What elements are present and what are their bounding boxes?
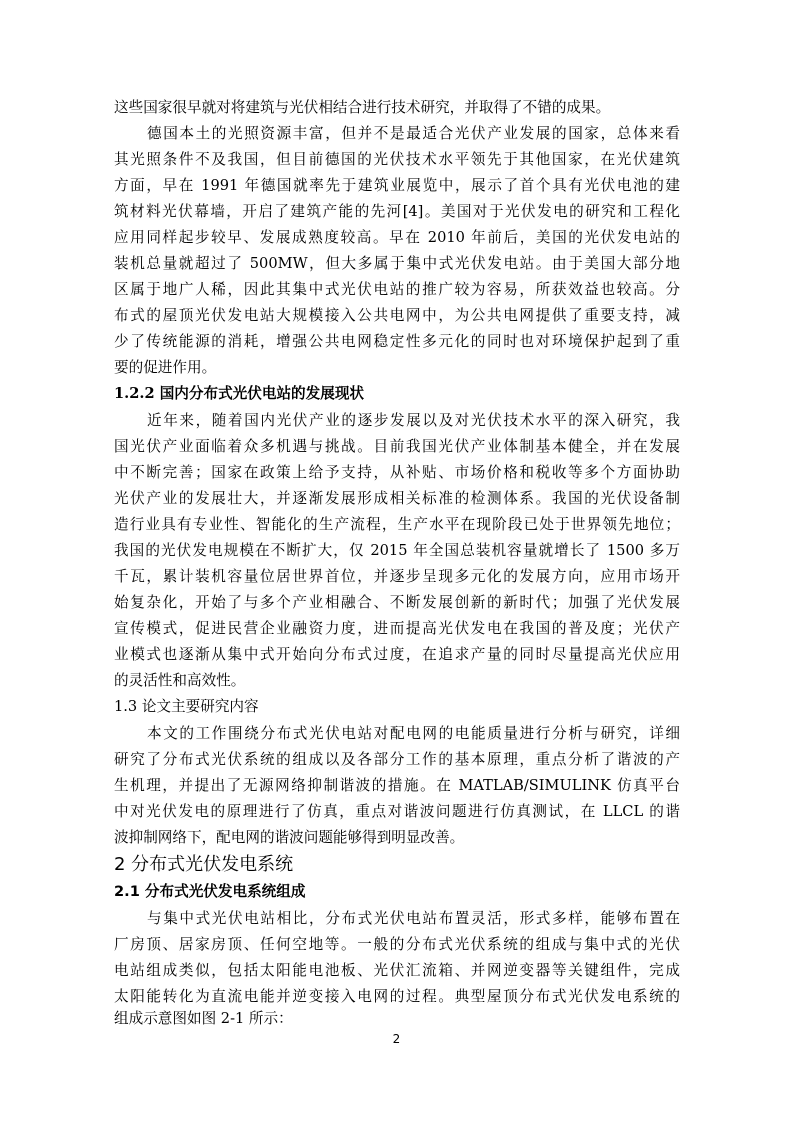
paragraph-line: 这些国家很早就对将建筑与光伏相结合进行技术研究，并取得了不错的成果。 (114, 99, 611, 116)
paragraph-line: 厂房顶、居家房顶、任何空地等。一般的分布式光伏系统的组成与集中式的光伏 (114, 936, 680, 953)
paragraph-line: 装机总量就超过了 500MW，但大多属于集中式光伏发电站。由于美国大部分地 (114, 255, 680, 272)
paragraph-line: 与集中式光伏电站相比，分布式光伏电站布置灵活，形式多样，能够布置在 (147, 910, 680, 927)
paragraph-line: 中对光伏发电的原理进行了仿真，重点对谐波问题进行仿真测试，在 LLCL 的谐 (114, 803, 680, 820)
paragraph-line: 方面，早在 1991 年德国就率先于建筑业展览中，展示了首个具有光伏电池的建 (114, 177, 680, 194)
paragraph-line: 国光伏产业面临着众多机遇与挑战。目前我国光伏产业体制基本健全，并在发展 (114, 438, 680, 455)
paragraph-line: 千瓦，累计装机容量位居世界首位，并逐步呈现多元化的发展方向，应用市场开 (114, 568, 680, 585)
paragraph-line: 宣传模式，促进民营企业融资力度，进而提高光伏发电在我国的普及度；光伏产 (114, 620, 680, 637)
paragraph-line: 的灵活性和高效性。 (114, 672, 246, 689)
section-heading-1-3: 1.3 论文主要研究内容 (114, 698, 259, 715)
paragraph-line: 筑材料光伏幕墙，开启了建筑产能的先河[4]。美国对于光伏发电的研究和工程化 (114, 203, 680, 220)
paragraph-line: 区属于地广人稀，因此其集中式光伏电站的推广较为容易，所获效益也较高。分 (114, 281, 680, 298)
paragraph-line: 研究了分布式光伏系统的组成以及各部分工作的基本原理，重点分析了谐波的产 (114, 751, 680, 768)
paragraph-line: 始复杂化，开始了与多个产业相融合、不断发展创新的新时代；加强了光伏发展 (114, 594, 680, 611)
paragraph-line: 电站组成类似，包括太阳能电池板、光伏汇流箱、并网逆变器等关键组件，完成 (114, 962, 680, 979)
paragraph-line: 应用同样起步较早、发展成熟度较高。早在 2010 年前后，美国的光伏发电站的 (114, 229, 680, 246)
paragraph-line: 要的促进作用。 (114, 359, 217, 376)
paragraph-line: 德国本土的光照资源丰富，但并不是最适合光伏产业发展的国家，总体来看 (147, 125, 680, 142)
paragraph-line: 业模式也逐渐从集中式开始向分布式过度，在追求产量的同时尽量提高光伏应用 (114, 646, 680, 663)
page-number: 2 (392, 1032, 401, 1046)
paragraph-line: 组成示意图如图 2-1 所示： (114, 1010, 293, 1027)
chapter-heading-2: 2 分布式光伏发电系统 (114, 854, 294, 875)
paragraph-line: 造行业具有专业性、智能化的生产流程，生产水平在现阶段已处于世界领先地位； (114, 516, 680, 533)
paragraph-line: 本文的工作围绕分布式光伏电站对配电网的电能质量进行分析与研究，详细 (147, 725, 680, 742)
paragraph-line: 布式的屋顶光伏发电站大规模接入公共电网中，为公共电网提供了重要支持，减 (114, 307, 680, 324)
paragraph-line: 波抑制网络下，配电网的谐波问题能够得到明显改善。 (114, 829, 465, 846)
paragraph-line: 生机理，并提出了无源网络抑制谐波的措施。在 MATLAB/SIMULINK 仿真平台 (114, 777, 680, 794)
section-heading-2-1: 2.1 分布式光伏发电系统组成 (114, 883, 306, 900)
paragraph-line: 我国的光伏发电规模在不断扩大，仅 2015 年全国总装机容量就增长了 1500 多万 (114, 542, 680, 559)
paragraph-line: 其光照条件不及我国，但目前德国的光伏技术水平领先于其他国家，在光伏建筑 (114, 151, 680, 168)
paragraph-line: 光伏产业的发展壮大，并逐渐发展形成相关标准的检测体系。我国的光伏设备制 (114, 490, 680, 507)
paragraph-line: 少了传统能源的消耗，增强公共电网稳定性多元化的同时也对环境保护起到了重 (114, 333, 680, 350)
section-heading-1-2-2: 1.2.2 国内分布式光伏电站的发展现状 (114, 385, 365, 402)
paragraph-line: 太阳能转化为直流电能并逆变接入电网的过程。典型屋顶分布式光伏发电系统的 (114, 988, 680, 1005)
paragraph-line: 近年来，随着国内光伏产业的逐步发展以及对光伏技术水平的深入研究，我 (147, 412, 680, 429)
paragraph-line: 中不断完善；国家在政策上给予支持，从补贴、市场价格和税收等多个方面协助 (114, 464, 680, 481)
